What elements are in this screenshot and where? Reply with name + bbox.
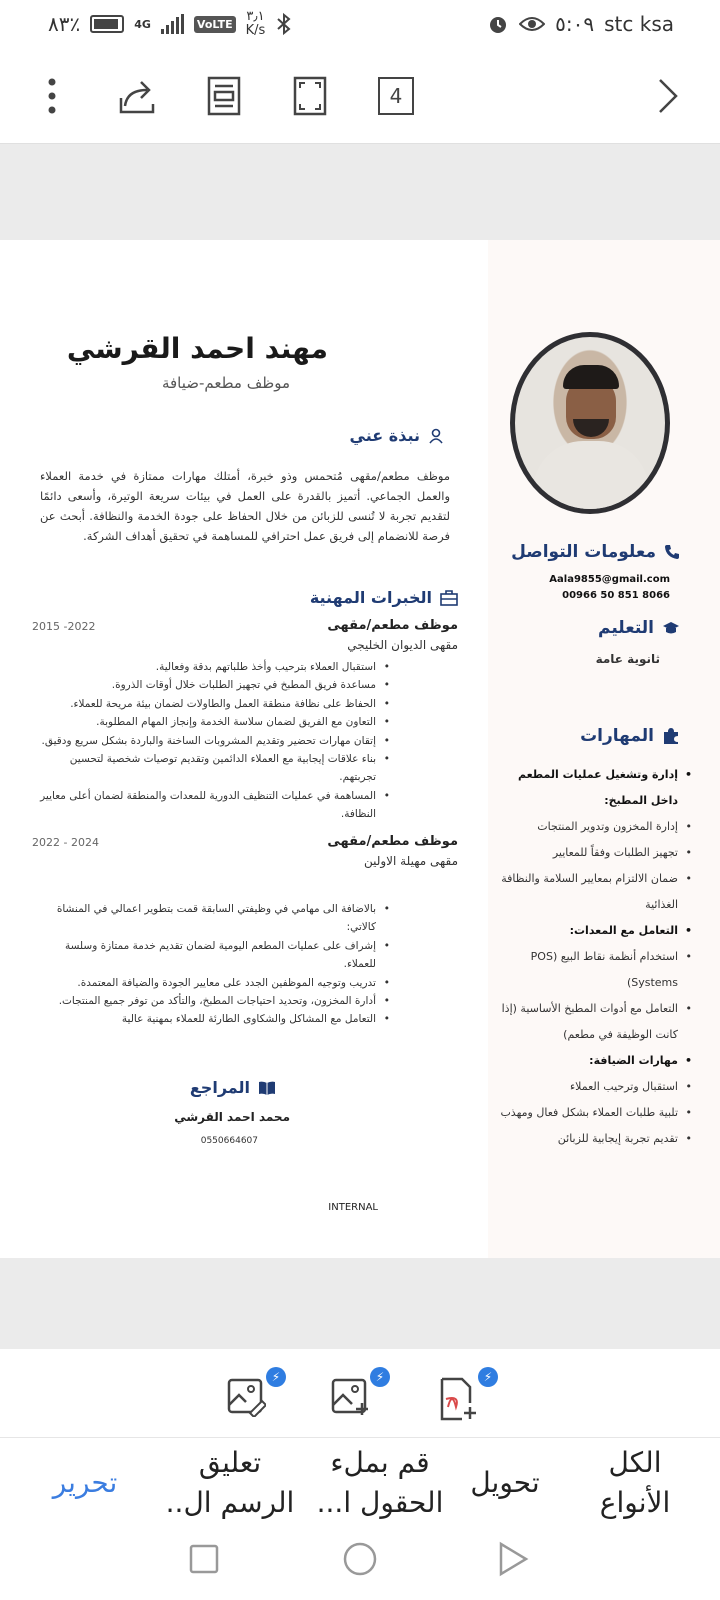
comment-line-1: تعليق	[198, 1446, 262, 1479]
references-title: المراجع	[189, 1078, 250, 1097]
list-item: • استخدام أنظمة نقاط البيع (POS Systems)	[496, 944, 692, 996]
add-image-button[interactable]	[330, 1370, 385, 1425]
reading-mode-button[interactable]	[198, 70, 250, 122]
back-icon[interactable]	[496, 1541, 530, 1577]
comment-label	[166, 1443, 295, 1523]
status-bar	[0, 0, 720, 48]
bluetooth-icon	[275, 12, 293, 36]
book-icon	[258, 1080, 276, 1096]
chevron-right-icon	[656, 76, 680, 116]
fill-line-1: قم بملء	[330, 1446, 430, 1479]
list-item: • التعاون مع الفريق لضمان سلاسة الخدمة وإنجاز المهام المطلوبة.	[40, 713, 390, 731]
list-item: • التعامل مع المشاكل والشكاوى الطارئة للعملاء بمهنية عالية	[40, 1010, 390, 1028]
list-item: • إتقان مهارات تحضير وتقديم المشروبات الساخنة والباردة بشكل سريع ودقيق.	[40, 732, 390, 750]
comment-button[interactable]	[160, 1438, 300, 1528]
resume-job-title: موظف مطعم-ضيافة	[161, 374, 290, 392]
skills-title: المهارات	[580, 726, 654, 746]
premium-badge-icon: ⚡	[266, 1367, 286, 1387]
edit-image-button[interactable]	[226, 1370, 281, 1425]
resume-name: مهند احمد القرشي	[66, 332, 328, 365]
resume-sidebar	[488, 240, 720, 1258]
list-item: • تقديم تجربة إيجابية للزبائن	[496, 1126, 692, 1152]
list-item: • ضمان الالتزام بمعايير السلامة والنظافة الغذائية	[496, 866, 692, 918]
experience-1-bullets	[40, 658, 390, 824]
about-heading	[350, 426, 444, 445]
page-count-button[interactable]	[370, 70, 422, 122]
list-item: • إدارة المخزون وتدوير المنتجات	[496, 814, 692, 840]
user-icon	[428, 428, 444, 444]
page-layout-icon	[207, 76, 241, 116]
share-icon	[117, 76, 159, 116]
all-line-2: الأنواع	[599, 1486, 671, 1519]
list-item: • بناء علاقات إيجابية مع العملاء الدائمين وتقديم توصيات شخصية لتحسين تجربتهم.	[40, 750, 390, 787]
list-item: • التعامل مع المعدات:	[496, 918, 692, 944]
list-item: • مساعدة فريق المطبخ في تجهيز الطلبات خلال أوقات الذروة.	[40, 676, 390, 694]
email-text: Aala9855@gmail.com	[549, 574, 670, 585]
fullscreen-icon	[293, 76, 327, 116]
image-edit-icon	[226, 1377, 266, 1417]
experience-1-title: موظف مطعم/مقهى	[327, 618, 458, 633]
speed-value: ٣٫١	[246, 9, 265, 24]
volte-badge: VoLTE	[194, 16, 236, 33]
status-right	[487, 12, 674, 36]
share-button[interactable]	[112, 70, 164, 122]
list-item: • بالاضافة الى مهامي في وظيفتي السابقة قمت بتطوير اعمالي في المنشاة كالاتي:	[40, 900, 390, 937]
briefcase-icon	[440, 590, 458, 606]
graduation-cap-icon	[662, 621, 680, 635]
list-item: • استقبال وترحيب العملاء	[496, 1074, 692, 1100]
fullscreen-button[interactable]	[284, 70, 336, 122]
education-heading	[598, 618, 680, 638]
fill-line-2: الحقول ا...	[316, 1486, 444, 1519]
summary-text: موظف مطعم/مقهى مُتحمس وذو خبرة، أمتلك مهارات ممتازة في خدمة العملاء والعمل الجماعي. أتميز بالقدرة على العمل في بيئات سريعة الوتيرة، وأسعى دائمًا لتقديم تجربة لا تُنسى للزبائن من خلال الحفاظ على جودة الخدمة والنظافة. أبحث عن فرصة للانضمام إلى فريق عمل احترافي للمساهمة في تحقيق أهداف الشركة.	[40, 469, 450, 543]
experience-2-date: 2022 - 2024	[32, 836, 99, 849]
action-bar	[0, 1437, 720, 1527]
system-nav-bar	[0, 1527, 720, 1600]
battery-percent: ٨٣٪	[48, 12, 81, 36]
pdf-add-icon	[438, 1377, 478, 1421]
experience-heading	[310, 588, 458, 607]
recents-icon[interactable]	[188, 1543, 220, 1575]
list-item: • المساهمة في عمليات التنظيف الدورية للمعدات والمنطقة لضمان أعلى معايير النظافة.	[40, 787, 390, 824]
about-title: نبذة عني	[349, 426, 420, 445]
page-count: 4	[378, 77, 414, 115]
experience-1-date: 2015 -2022	[32, 620, 96, 633]
fill-fields-button[interactable]	[310, 1438, 450, 1528]
list-item: • أدارة المخزون، وتحديد احتياجات المطبخ، والتأكد من توفر جميع المنتجات.	[40, 992, 390, 1010]
eye-icon	[519, 15, 545, 33]
puzzle-icon	[662, 727, 680, 745]
skills-list	[496, 762, 692, 1152]
list-item: • الحفاظ على نظافة منطقة العمل والطاولات لضمان بيئة مريحة للعملاء.	[40, 695, 390, 713]
list-item: • تدريب وتوجيه الموظفين الجدد على معايير الجودة والضيافة المعتمدة.	[40, 974, 390, 992]
alarm-icon	[487, 13, 509, 35]
contact-title: معلومات التواصل	[511, 542, 656, 562]
network-type: 4G	[134, 17, 151, 31]
reference-name: محمد احمد القرشي	[174, 1110, 290, 1124]
more-vertical-icon	[47, 76, 57, 116]
list-item: • تلبية طلبات العملاء بشكل فعال ومهذب	[496, 1100, 692, 1126]
experience-title: الخبرات المهنية	[309, 588, 432, 607]
internal-label: INTERNAL	[328, 1202, 378, 1213]
education-value: ثانوية عامة	[595, 652, 660, 666]
resume-page[interactable]	[0, 240, 720, 1258]
carrier: stc ksa	[604, 12, 674, 36]
experience-1-place: مقهى الديوان الخليجي	[347, 638, 458, 652]
pdf-add-button[interactable]	[438, 1370, 493, 1425]
status-left	[48, 10, 293, 38]
contact-heading	[511, 542, 680, 562]
all-line-1: الكل	[608, 1446, 662, 1479]
experience-2-place: مقهى مهيلة الاولين	[363, 854, 458, 868]
edit-button[interactable]: تحرير	[52, 1466, 118, 1499]
references-heading	[190, 1078, 276, 1097]
battery-icon	[90, 15, 124, 33]
quick-tools-bar	[0, 1349, 720, 1437]
list-item: • التعامل مع أدوات المطبخ الأساسية (إذا كانت الوظيفة في مطعم)	[496, 996, 692, 1048]
more-options-button[interactable]	[26, 70, 78, 122]
signal-icon	[161, 14, 184, 34]
premium-badge-icon: ⚡	[370, 1367, 390, 1387]
document-toolbar	[0, 48, 720, 144]
all-types-button[interactable]	[575, 1438, 695, 1528]
list-item: • إدارة وتشغيل عمليات المطعم داخل المطبخ:	[496, 762, 692, 814]
phone-text: 00966 50 851 8066	[562, 590, 670, 601]
speed-unit: K/s	[245, 23, 266, 38]
convert-button[interactable]: تحويل	[470, 1466, 540, 1499]
premium-badge-icon: ⚡	[478, 1367, 498, 1387]
list-item: • مهارات الضيافة:	[496, 1048, 692, 1074]
phone-icon	[664, 544, 680, 560]
fill-label	[317, 1443, 444, 1523]
experience-2-title: موظف مطعم/مقهى	[327, 834, 458, 849]
education-title: التعليم	[598, 618, 654, 638]
list-item: • إشراف على عمليات المطعم اليومية لضمان تقديم خدمة ممتازة وسلسة للعملاء.	[40, 937, 390, 974]
comment-line-2: الرسم ال..	[165, 1486, 295, 1519]
home-icon[interactable]	[342, 1541, 378, 1577]
skills-heading	[580, 726, 680, 746]
image-add-icon	[330, 1377, 370, 1417]
clock: ٥:٠٩	[555, 12, 595, 36]
experience-2-bullets	[40, 900, 390, 1029]
list-item: • استقبال العملاء بترحيب وأخذ طلباتهم بدقة وفعالية.	[40, 658, 390, 676]
all-label	[600, 1443, 671, 1523]
network-speed	[246, 10, 266, 38]
profile-photo	[510, 332, 670, 514]
next-button[interactable]	[642, 70, 694, 122]
list-item: • تجهيز الطلبات وفقاً للمعايير	[496, 840, 692, 866]
reference-phone: 0550664607	[200, 1136, 258, 1146]
